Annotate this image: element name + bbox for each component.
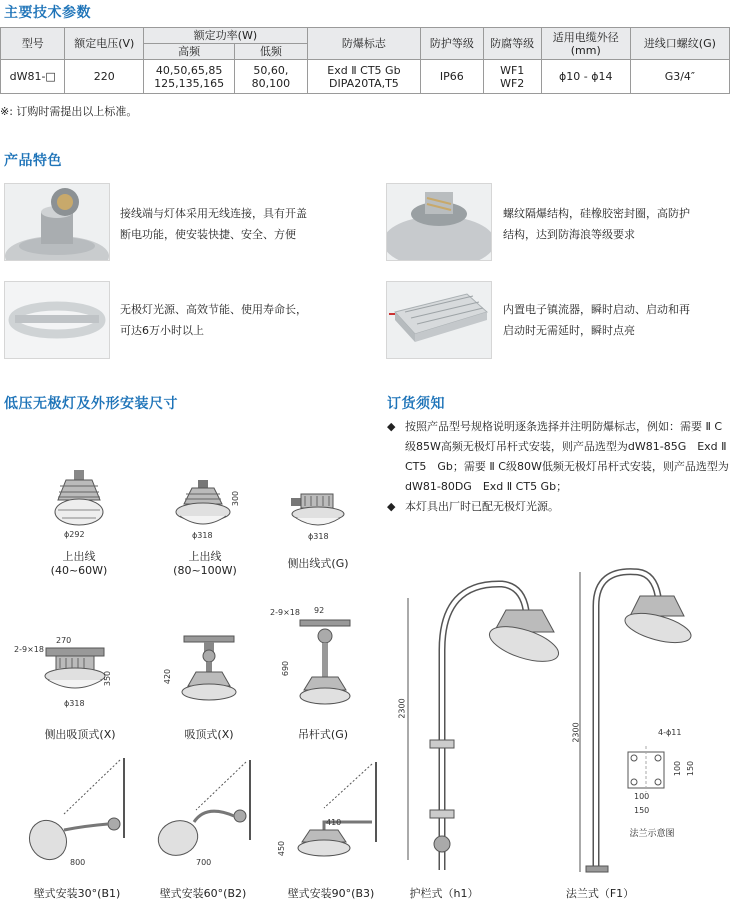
lamp-top-outlet-small-drawing	[48, 470, 110, 536]
dim-w92: 92	[314, 606, 325, 615]
cover-terminal-photo	[4, 183, 110, 261]
dim-f150b: 150	[634, 806, 650, 815]
caption-ceiling: 吸顶式(X)	[184, 728, 234, 741]
dim-h450: 450	[277, 840, 287, 857]
thread-seal-photo	[386, 183, 492, 261]
caption-top2: 上出线 (80~100W)	[173, 550, 237, 577]
lamp-ceiling-drawing	[180, 636, 238, 706]
col-thread: 进线口螺纹(G)	[630, 28, 729, 60]
col-voltage: 额定电压(V)	[65, 28, 144, 60]
feature-text-4: 内置电子镇流器，瞬时启动、启动和再启动时无需延时，瞬时点亮	[503, 303, 690, 337]
feature-text-1: 接线端与灯体采用无线连接，具有开盖断电功能，使安装快捷、安全、方便	[120, 207, 307, 241]
lamp-top-outlet-large-drawing	[172, 480, 234, 536]
caption-flange-detail: 法兰示意图	[629, 829, 675, 839]
caption-side-ceiling: 侧出吸顶式(X)	[44, 728, 116, 741]
caption-wall30: 壁式安装30°(B1)	[33, 887, 121, 900]
caption-side: 侧出线式(G)	[287, 557, 349, 570]
spec-note: ※: 订购时需提出以上标准。	[0, 105, 138, 118]
order-note-1: ◆ 按照产品型号规格说明逐条选择并注明防爆标志，例如：需要 Ⅱ C级85W高频无极灯吊杆式安装，则产品选型为dW81-85G Exd Ⅱ CT5 Gb；需要 Ⅱ C级80W低频无极灯吊杆式安装，则产品选型为dW81-80DG Exd Ⅱ CT5 Gb；	[387, 417, 730, 497]
caption-flange: 法兰式（F1）	[565, 887, 635, 900]
col-cable: 适用电缆外径 (mm)	[541, 28, 630, 60]
col-corrosion: 防腐等级	[483, 28, 541, 60]
dim-h690: 690	[281, 660, 291, 677]
bullet-icon: ◆	[387, 420, 396, 433]
lamp-wall60-drawing	[150, 760, 254, 864]
cell-ex-mark: Exd Ⅱ CT5 Gb DIPA20TA,T5	[307, 60, 420, 94]
lamp-side-outlet-drawing	[291, 494, 345, 534]
caption-rail: 护栏式（h1）	[409, 887, 479, 900]
dim-h420: 420	[163, 668, 173, 685]
cell-cable: ϕ10 - ϕ14	[541, 60, 630, 94]
dim-w410: 410	[326, 818, 342, 827]
dim-w700: 700	[196, 858, 212, 867]
col-power: 额定功率(W)	[144, 28, 308, 44]
order-section-title: 订货须知	[387, 396, 445, 412]
feature-text-3: 无极灯光源、高效节能、使用寿命长，可达6万小时以上	[120, 303, 307, 337]
dim-w270: 270	[56, 636, 72, 645]
cell-model: dW81-□	[1, 60, 65, 94]
dim-f100a: 100	[673, 760, 683, 777]
col-model: 型号	[1, 28, 65, 60]
dim-bolt2: 2-9×18	[270, 608, 300, 617]
dim-f150a: 150	[686, 760, 696, 777]
spec-table	[0, 27, 730, 94]
dim-h350: 350	[103, 670, 113, 687]
dim-d318b: ϕ318	[308, 532, 329, 541]
flange-detail-drawing	[624, 742, 678, 792]
order-note-2: ◆ 本灯具出厂时已配无极灯光源。	[387, 497, 730, 517]
ballast-photo	[386, 281, 492, 359]
col-ex-mark: 防爆标志	[307, 28, 420, 60]
cell-protection: IP66	[421, 60, 483, 94]
lamp-wall90-drawing	[280, 762, 384, 866]
dim-d318c: ϕ318	[64, 699, 85, 708]
col-protection: 防护等级	[421, 28, 483, 60]
bullet-icon: ◆	[387, 500, 396, 513]
cell-corrosion: WF1 WF2	[483, 60, 541, 94]
cell-thread: G3/4″	[630, 60, 729, 94]
features-section-title: 产品特色	[4, 153, 62, 169]
dim-h300: 300	[231, 490, 241, 507]
lamp-pendant-drawing	[298, 620, 352, 708]
dim-bolt1: 2-9×18	[14, 645, 44, 654]
col-high: 高频	[144, 44, 235, 60]
cell-voltage: 220	[65, 60, 144, 94]
lamp-wall30-drawing	[24, 758, 128, 862]
dims-section-title: 低压无极灯及外形安装尺寸	[4, 396, 178, 412]
lamp-guardrail-drawing	[402, 570, 562, 880]
cell-low: 50,60, 80,100	[235, 60, 308, 94]
cell-high: 40,50,65,85 125,135,165	[144, 60, 235, 94]
dim-h2300b: 2300	[571, 722, 581, 743]
spec-section-title: 主要技术参数	[4, 5, 91, 21]
caption-wall90: 壁式安装90°(B3)	[287, 887, 375, 900]
caption-top1: 上出线 (40~60W)	[50, 550, 108, 577]
dim-holes: 4-ϕ11	[658, 728, 682, 737]
dim-h2300a: 2300	[397, 698, 407, 719]
feature-text-2: 螺纹隔爆结构，硅橡胶密封圈，高防护结构，达到防海浪等级要求	[503, 207, 690, 241]
dim-d292: ϕ292	[64, 530, 85, 539]
caption-pendant: 吊杆式(G)	[297, 728, 349, 741]
dim-d318a: ϕ318	[192, 531, 213, 540]
lamp-side-ceiling-drawing	[40, 648, 113, 700]
order-notes	[387, 417, 730, 517]
induction-lamp-photo	[4, 281, 110, 359]
caption-wall60: 壁式安装60°(B2)	[159, 887, 247, 900]
dim-f100b: 100	[634, 792, 650, 801]
dim-w800: 800	[70, 858, 86, 867]
col-low: 低频	[235, 44, 308, 60]
